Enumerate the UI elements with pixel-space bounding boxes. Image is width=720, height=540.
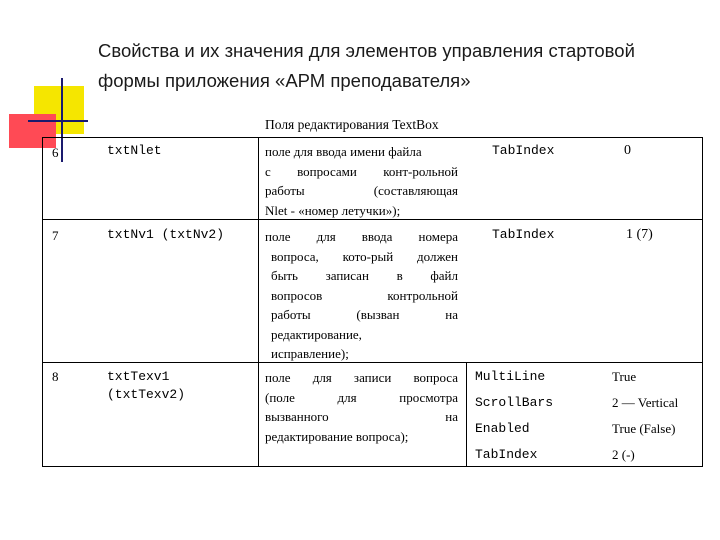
section-header: Поля редактирования TextBox <box>265 117 439 132</box>
property-value: True <box>612 369 637 384</box>
decor-horizontal-line <box>28 120 88 122</box>
property-name: TabIndex <box>492 143 555 158</box>
table-column-divider <box>466 362 467 467</box>
property-value: 2 (-) <box>612 447 635 462</box>
control-description: поле для записи вопроса (поле для просмотра вызванного на редактирование вопроса); <box>265 370 458 444</box>
property-name: Enabled <box>475 421 530 436</box>
property-value: 1 (7) <box>626 227 653 242</box>
property-name: TabIndex <box>475 447 538 462</box>
table-column-divider <box>258 137 259 467</box>
property-value: 0 <box>624 143 631 158</box>
property-value: 2 — Vertical <box>612 395 679 410</box>
property-name: MultiLine <box>475 369 546 384</box>
control-name: txtTexv1 (txtTexv2) <box>107 369 186 402</box>
property-name: TabIndex <box>492 227 555 242</box>
table-top-rule <box>42 137 703 138</box>
control-name: txtNlet <box>107 143 162 158</box>
property-value: True (False) <box>612 421 676 436</box>
row-number: 8 <box>52 369 59 384</box>
row-number: 7 <box>52 228 59 243</box>
property-name: ScrollBars <box>475 395 554 410</box>
control-description: поле для ввода имени файла с вопросами конт-рольной работы (составляющая Nlet - «номер летучки»); <box>265 144 458 218</box>
row-number: 6 <box>52 145 59 160</box>
control-name: txtNv1 (txtNv2) <box>107 227 225 242</box>
control-description: поле для ввода номера вопроса, кото-рый должен быть записан в файл вопросов контрольной работы (вызван на редактирование, исправление); <box>265 229 458 361</box>
slide-title: Свойства и их значения для элементов управления стартовой формы приложения «АРМ преподавателя» <box>98 40 635 91</box>
